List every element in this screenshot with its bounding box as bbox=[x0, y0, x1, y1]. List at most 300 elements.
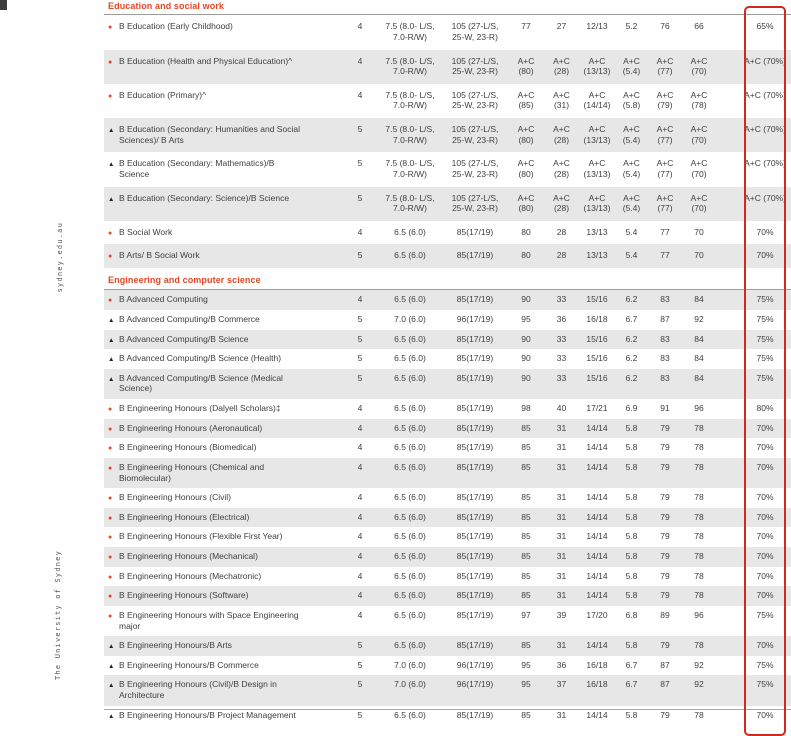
value-cell: 14/14 bbox=[579, 567, 615, 587]
value-cell: 13/13 bbox=[579, 244, 615, 268]
toefl-cell: 85(17/19) bbox=[442, 399, 508, 419]
combined-degree-marker-icon: ▲ bbox=[108, 356, 115, 364]
course-name-cell bbox=[104, 606, 342, 636]
value-cell: A+C (77) bbox=[648, 118, 682, 152]
value-cell: 6.2 bbox=[615, 349, 648, 369]
highlighted-rate-cell: 70% bbox=[716, 567, 791, 587]
duration-cell: 4 bbox=[342, 547, 378, 567]
highlighted-rate-cell: 75% bbox=[716, 369, 791, 399]
highlighted-rate-cell: 75% bbox=[716, 656, 791, 676]
toefl-cell: 96(17/19) bbox=[442, 656, 508, 676]
highlighted-rate-cell: A+C (70%) bbox=[716, 187, 791, 221]
value-cell: A+C (5.4) bbox=[615, 50, 648, 84]
course-name: B Education (Health and Physical Education)^ bbox=[119, 55, 293, 66]
value-cell: 92 bbox=[682, 310, 716, 330]
value-cell: 5.8 bbox=[615, 527, 648, 547]
value-cell: 89 bbox=[648, 606, 682, 636]
value-cell: A+C (28) bbox=[544, 187, 579, 221]
duration-cell: 5 bbox=[342, 244, 378, 268]
course-name: B Engineering Honours (Dalyell Scholars)‡ bbox=[119, 403, 281, 413]
value-cell: 87 bbox=[648, 310, 682, 330]
toefl-cell: 85(17/19) bbox=[442, 547, 508, 567]
value-cell: 36 bbox=[544, 310, 579, 330]
highlighted-rate-cell: 75% bbox=[716, 310, 791, 330]
toefl-cell: 85(17/19) bbox=[442, 527, 508, 547]
highlighted-rate-cell: 70% bbox=[716, 706, 791, 726]
value-cell: 5.8 bbox=[615, 706, 648, 726]
duration-cell: 5 bbox=[342, 330, 378, 350]
course-name-cell bbox=[104, 419, 342, 439]
combined-degree-marker-icon: ▲ bbox=[108, 127, 115, 134]
value-cell: 85 bbox=[508, 488, 544, 508]
course-name: B Education (Secondary: Humanities and Social Sciences)/ B Arts bbox=[119, 124, 300, 145]
course-name-cell bbox=[104, 84, 342, 118]
value-cell: 78 bbox=[682, 438, 716, 458]
value-cell: 84 bbox=[682, 369, 716, 399]
highlighted-rate-cell: 70% bbox=[716, 458, 791, 488]
ielts-cell: 6.5 (6.0) bbox=[378, 290, 442, 310]
course-name: B Engineering Honours (Civil) bbox=[119, 492, 231, 503]
page-bottom-rule bbox=[104, 709, 791, 710]
value-cell: A+C (85) bbox=[508, 84, 544, 118]
value-cell: 79 bbox=[648, 636, 682, 656]
value-cell: 84 bbox=[682, 290, 716, 310]
section-header-row bbox=[104, 268, 791, 290]
value-cell: A+C (80) bbox=[508, 50, 544, 84]
course-name-cell bbox=[104, 290, 342, 310]
table-row bbox=[104, 656, 791, 676]
toefl-cell: 105 (27-L/S, 25-W, 23-R) bbox=[442, 84, 508, 118]
toefl-cell: 96(17/19) bbox=[442, 310, 508, 330]
ielts-cell: 7.5 (8.0- L/S, 7.0-R/W) bbox=[378, 152, 442, 186]
value-cell: 31 bbox=[544, 586, 579, 606]
course-name-cell bbox=[104, 152, 342, 186]
value-cell: 95 bbox=[508, 310, 544, 330]
value-cell: 76 bbox=[648, 15, 682, 50]
value-cell: 78 bbox=[682, 706, 716, 726]
table-row bbox=[104, 15, 791, 50]
course-name-cell bbox=[104, 567, 342, 587]
value-cell: 31 bbox=[544, 508, 579, 528]
value-cell: 28 bbox=[544, 221, 579, 245]
duration-cell: 5 bbox=[342, 118, 378, 152]
value-cell: 6.7 bbox=[615, 656, 648, 676]
table-row bbox=[104, 675, 791, 705]
page-corner-mark bbox=[0, 0, 7, 10]
value-cell: 6.7 bbox=[615, 675, 648, 705]
table-row bbox=[104, 419, 791, 439]
highlighted-rate-cell: A+C (70%) bbox=[716, 152, 791, 186]
value-cell: 5.8 bbox=[615, 636, 648, 656]
value-cell: 78 bbox=[682, 419, 716, 439]
value-cell: 95 bbox=[508, 675, 544, 705]
course-name-cell bbox=[104, 438, 342, 458]
value-cell: 6.8 bbox=[615, 606, 648, 636]
single-degree-marker-icon: ● bbox=[108, 495, 113, 503]
value-cell: 85 bbox=[508, 547, 544, 567]
course-name: B Engineering Honours (Chemical and Biomolecular) bbox=[119, 461, 265, 483]
value-cell: 5.8 bbox=[615, 458, 648, 488]
value-cell: A+C (80) bbox=[508, 118, 544, 152]
toefl-cell: 85(17/19) bbox=[442, 508, 508, 528]
table-row bbox=[104, 118, 791, 152]
value-cell: 14/14 bbox=[579, 636, 615, 656]
table-row bbox=[104, 458, 791, 488]
value-cell: 78 bbox=[682, 547, 716, 567]
single-degree-marker-icon: ● bbox=[108, 593, 113, 601]
value-cell: A+C (70) bbox=[682, 187, 716, 221]
combined-degree-marker-icon: ▲ bbox=[108, 336, 115, 344]
course-name-cell bbox=[104, 330, 342, 350]
course-name-cell bbox=[104, 369, 342, 399]
value-cell: 95 bbox=[508, 656, 544, 676]
value-cell: 85 bbox=[508, 706, 544, 726]
course-name: B Advanced Computing/B Science bbox=[119, 333, 249, 344]
highlighted-rate-cell: 75% bbox=[716, 606, 791, 636]
value-cell: 84 bbox=[682, 330, 716, 350]
value-cell: 5.8 bbox=[615, 419, 648, 439]
course-name: B Engineering Honours (Electrical) bbox=[119, 511, 250, 522]
highlighted-rate-cell: 70% bbox=[716, 586, 791, 606]
admissions-table-body bbox=[104, 0, 791, 725]
toefl-cell: 105 (27-L/S, 25-W, 23-R) bbox=[442, 50, 508, 84]
course-name: B Education (Early Childhood) bbox=[119, 21, 233, 32]
ielts-cell: 7.5 (8.0- L/S, 7.0-R/W) bbox=[378, 84, 442, 118]
single-degree-marker-icon: ● bbox=[108, 58, 113, 66]
toefl-cell: 85(17/19) bbox=[442, 369, 508, 399]
duration-cell: 4 bbox=[342, 606, 378, 636]
value-cell: 31 bbox=[544, 706, 579, 726]
highlighted-rate-cell: 70% bbox=[716, 488, 791, 508]
value-cell: 33 bbox=[544, 290, 579, 310]
section-title: Engineering and computer science bbox=[108, 275, 261, 285]
value-cell: 31 bbox=[544, 636, 579, 656]
value-cell: A+C (31) bbox=[544, 84, 579, 118]
single-degree-marker-icon: ● bbox=[108, 464, 113, 472]
value-cell: 5.8 bbox=[615, 488, 648, 508]
value-cell: 27 bbox=[544, 15, 579, 50]
value-cell: 90 bbox=[508, 369, 544, 399]
value-cell: A+C (28) bbox=[544, 118, 579, 152]
ielts-cell: 7.0 (6.0) bbox=[378, 675, 442, 705]
value-cell: 14/14 bbox=[579, 488, 615, 508]
duration-cell: 4 bbox=[342, 221, 378, 245]
value-cell: 66 bbox=[682, 15, 716, 50]
value-cell: 5.2 bbox=[615, 15, 648, 50]
duration-cell: 5 bbox=[342, 675, 378, 705]
value-cell: 36 bbox=[544, 656, 579, 676]
value-cell: 17/21 bbox=[579, 399, 615, 419]
single-degree-marker-icon: ● bbox=[108, 297, 113, 305]
course-name-cell bbox=[104, 586, 342, 606]
value-cell: A+C (5.4) bbox=[615, 152, 648, 186]
value-cell: 31 bbox=[544, 458, 579, 488]
combined-degree-marker-icon: ▲ bbox=[108, 161, 115, 169]
value-cell: 85 bbox=[508, 438, 544, 458]
ielts-cell: 7.5 (8.0- L/S, 7.0-R/W) bbox=[378, 15, 442, 50]
value-cell: A+C (77) bbox=[648, 152, 682, 186]
duration-cell: 5 bbox=[342, 656, 378, 676]
value-cell: 77 bbox=[648, 221, 682, 245]
table-row bbox=[104, 310, 791, 330]
duration-cell: 4 bbox=[342, 567, 378, 587]
course-name-cell bbox=[104, 187, 342, 221]
course-name: B Engineering Honours (Aeronautical) bbox=[119, 422, 263, 433]
value-cell: 85 bbox=[508, 508, 544, 528]
value-cell: 31 bbox=[544, 488, 579, 508]
combined-degree-marker-icon: ▲ bbox=[108, 195, 115, 203]
course-name: B Engineering Honours/B Arts bbox=[119, 640, 232, 651]
table-row bbox=[104, 187, 791, 221]
single-degree-marker-icon: ● bbox=[108, 514, 113, 522]
value-cell: 83 bbox=[648, 369, 682, 399]
ielts-cell: 6.5 (6.0) bbox=[378, 458, 442, 488]
course-name: B Engineering Honours (Mechatronic) bbox=[119, 570, 262, 581]
admissions-table bbox=[104, 0, 791, 725]
ielts-cell: 6.5 (6.0) bbox=[378, 567, 442, 587]
course-name: B Advanced Computing/B Commerce bbox=[119, 313, 260, 324]
single-degree-marker-icon: ● bbox=[108, 445, 113, 453]
value-cell: 80 bbox=[508, 221, 544, 245]
value-cell: 87 bbox=[648, 675, 682, 705]
value-cell: 16/18 bbox=[579, 310, 615, 330]
course-name-cell bbox=[104, 488, 342, 508]
table-row bbox=[104, 438, 791, 458]
course-name: B Education (Secondary: Science)/B Science bbox=[119, 192, 290, 203]
value-cell: A+C (5.4) bbox=[615, 187, 648, 221]
value-cell: 79 bbox=[648, 508, 682, 528]
highlighted-rate-cell: 70% bbox=[716, 221, 791, 245]
course-name-cell bbox=[104, 656, 342, 676]
course-name-cell bbox=[104, 15, 342, 50]
table-row bbox=[104, 84, 791, 118]
table-row bbox=[104, 488, 791, 508]
value-cell: 98 bbox=[508, 399, 544, 419]
value-cell: 83 bbox=[648, 290, 682, 310]
duration-cell: 4 bbox=[342, 399, 378, 419]
value-cell: 17/20 bbox=[579, 606, 615, 636]
value-cell: 79 bbox=[648, 458, 682, 488]
value-cell: 40 bbox=[544, 399, 579, 419]
value-cell: 70 bbox=[682, 244, 716, 268]
value-cell: 92 bbox=[682, 675, 716, 705]
single-degree-marker-icon: ● bbox=[108, 229, 113, 237]
toefl-cell: 85(17/19) bbox=[442, 221, 508, 245]
duration-cell: 4 bbox=[342, 50, 378, 84]
course-name: B Education (Primary)^ bbox=[119, 89, 207, 100]
value-cell: A+C (70) bbox=[682, 118, 716, 152]
ielts-cell: 6.5 (6.0) bbox=[378, 706, 442, 726]
single-degree-marker-icon: ● bbox=[108, 425, 113, 433]
section-title: Education and social work bbox=[108, 1, 225, 11]
value-cell: 83 bbox=[648, 349, 682, 369]
highlighted-rate-cell: A+C (70%) bbox=[716, 118, 791, 152]
combined-degree-marker-icon: ▲ bbox=[108, 316, 115, 324]
value-cell: A+C (77) bbox=[648, 187, 682, 221]
table-row bbox=[104, 152, 791, 186]
highlighted-rate-cell: 70% bbox=[716, 527, 791, 547]
value-cell: A+C (28) bbox=[544, 152, 579, 186]
course-name-cell bbox=[104, 310, 342, 330]
value-cell: 15/16 bbox=[579, 349, 615, 369]
toefl-cell: 85(17/19) bbox=[442, 567, 508, 587]
ielts-cell: 6.5 (6.0) bbox=[378, 527, 442, 547]
table-row bbox=[104, 50, 791, 84]
value-cell: 31 bbox=[544, 419, 579, 439]
value-cell: 79 bbox=[648, 438, 682, 458]
table-row bbox=[104, 399, 791, 419]
highlighted-rate-cell: 70% bbox=[716, 547, 791, 567]
toefl-cell: 85(17/19) bbox=[442, 458, 508, 488]
table-row bbox=[104, 527, 791, 547]
table-row bbox=[104, 586, 791, 606]
duration-cell: 4 bbox=[342, 419, 378, 439]
value-cell: 87 bbox=[648, 656, 682, 676]
value-cell: A+C (70) bbox=[682, 50, 716, 84]
duration-cell: 4 bbox=[342, 586, 378, 606]
value-cell: 39 bbox=[544, 606, 579, 636]
highlighted-rate-cell: 75% bbox=[716, 349, 791, 369]
single-degree-marker-icon: ● bbox=[108, 406, 113, 413]
ielts-cell: 7.0 (6.0) bbox=[378, 656, 442, 676]
table-row bbox=[104, 330, 791, 350]
value-cell: A+C (28) bbox=[544, 50, 579, 84]
value-cell: 6.9 bbox=[615, 399, 648, 419]
value-cell: 12/13 bbox=[579, 15, 615, 50]
value-cell: 85 bbox=[508, 419, 544, 439]
course-name: B Engineering Honours (Civil)/B Design in Architecture bbox=[119, 679, 277, 700]
value-cell: A+C (13/13) bbox=[579, 50, 615, 84]
duration-cell: 5 bbox=[342, 636, 378, 656]
toefl-cell: 85(17/19) bbox=[442, 419, 508, 439]
toefl-cell: 85(17/19) bbox=[442, 290, 508, 310]
highlighted-rate-cell: 75% bbox=[716, 330, 791, 350]
value-cell: 85 bbox=[508, 527, 544, 547]
toefl-cell: 105 (27-L/S, 25-W, 23-R) bbox=[442, 118, 508, 152]
course-name-cell bbox=[104, 527, 342, 547]
value-cell: 13/13 bbox=[579, 221, 615, 245]
course-name: B Education (Secondary: Mathematics)/B Science bbox=[119, 158, 275, 179]
single-degree-marker-icon: ● bbox=[108, 573, 113, 581]
ielts-cell: 6.5 (6.0) bbox=[378, 399, 442, 419]
value-cell: 83 bbox=[648, 330, 682, 350]
value-cell: 85 bbox=[508, 586, 544, 606]
course-name: B Engineering Honours/B Project Management bbox=[119, 709, 296, 720]
single-degree-marker-icon: ● bbox=[108, 24, 113, 32]
course-name-cell bbox=[104, 675, 342, 705]
value-cell: 14/14 bbox=[579, 586, 615, 606]
duration-cell: 5 bbox=[342, 152, 378, 186]
duration-cell: 5 bbox=[342, 706, 378, 726]
course-name-cell bbox=[104, 508, 342, 528]
ielts-cell: 6.5 (6.0) bbox=[378, 636, 442, 656]
value-cell: 90 bbox=[508, 290, 544, 310]
duration-cell: 4 bbox=[342, 438, 378, 458]
highlighted-rate-cell: 70% bbox=[716, 636, 791, 656]
value-cell: 14/14 bbox=[579, 438, 615, 458]
duration-cell: 5 bbox=[342, 369, 378, 399]
course-name-cell bbox=[104, 244, 342, 268]
course-name: B Advanced Computing/B Science (Health) bbox=[119, 353, 282, 364]
value-cell: A+C (79) bbox=[648, 84, 682, 118]
ielts-cell: 6.5 (6.0) bbox=[378, 547, 442, 567]
value-cell: 5.8 bbox=[615, 508, 648, 528]
toefl-cell: 85(17/19) bbox=[442, 488, 508, 508]
value-cell: 14/14 bbox=[579, 527, 615, 547]
combined-degree-marker-icon: ▲ bbox=[108, 375, 115, 383]
value-cell: 6.2 bbox=[615, 369, 648, 399]
course-name-cell bbox=[104, 458, 342, 488]
highlighted-rate-cell: A+C (70%) bbox=[716, 84, 791, 118]
value-cell: A+C (13/13) bbox=[579, 152, 615, 186]
value-cell: 14/14 bbox=[579, 508, 615, 528]
course-name: B Engineering Honours (Mechanical) bbox=[119, 551, 258, 561]
value-cell: 79 bbox=[648, 527, 682, 547]
value-cell: 15/16 bbox=[579, 330, 615, 350]
highlighted-rate-cell: 75% bbox=[716, 290, 791, 310]
table-row bbox=[104, 567, 791, 587]
ielts-cell: 6.5 (6.0) bbox=[378, 508, 442, 528]
value-cell: 14/14 bbox=[579, 706, 615, 726]
ielts-cell: 7.5 (8.0- L/S, 7.0-R/W) bbox=[378, 187, 442, 221]
value-cell: A+C (80) bbox=[508, 152, 544, 186]
value-cell: 31 bbox=[544, 547, 579, 567]
course-name-cell bbox=[104, 399, 342, 419]
course-name: B Advanced Computing bbox=[119, 294, 208, 305]
value-cell: 91 bbox=[648, 399, 682, 419]
duration-cell: 4 bbox=[342, 84, 378, 118]
ielts-cell: 7.5 (8.0- L/S, 7.0-R/W) bbox=[378, 50, 442, 84]
highlighted-rate-cell: 70% bbox=[716, 438, 791, 458]
course-name: B Arts/ B Social Work bbox=[119, 250, 200, 261]
highlighted-rate-cell: 70% bbox=[716, 244, 791, 268]
value-cell: 16/18 bbox=[579, 675, 615, 705]
value-cell: 80 bbox=[508, 244, 544, 268]
course-name-cell bbox=[104, 349, 342, 369]
highlighted-rate-cell: A+C (70%) bbox=[716, 50, 791, 84]
course-name-cell bbox=[104, 547, 342, 567]
value-cell: 28 bbox=[544, 244, 579, 268]
toefl-cell: 85(17/19) bbox=[442, 586, 508, 606]
toefl-cell: 85(17/19) bbox=[442, 636, 508, 656]
duration-cell: 5 bbox=[342, 187, 378, 221]
table-row bbox=[104, 369, 791, 399]
ielts-cell: 7.0 (6.0) bbox=[378, 310, 442, 330]
duration-cell: 5 bbox=[342, 349, 378, 369]
toefl-cell: 85(17/19) bbox=[442, 349, 508, 369]
table-row bbox=[104, 547, 791, 567]
value-cell: 6.2 bbox=[615, 330, 648, 350]
combined-degree-marker-icon: ▲ bbox=[108, 662, 115, 670]
table-row bbox=[104, 244, 791, 268]
value-cell: A+C (5.8) bbox=[615, 84, 648, 118]
value-cell: 5.4 bbox=[615, 221, 648, 245]
value-cell: 78 bbox=[682, 488, 716, 508]
value-cell: 79 bbox=[648, 567, 682, 587]
side-text-university: The University of Sydney bbox=[54, 550, 62, 680]
single-degree-marker-icon: ● bbox=[108, 253, 113, 261]
value-cell: 79 bbox=[648, 586, 682, 606]
value-cell: 78 bbox=[682, 567, 716, 587]
value-cell: 97 bbox=[508, 606, 544, 636]
value-cell: 5.8 bbox=[615, 567, 648, 587]
value-cell: 6.2 bbox=[615, 290, 648, 310]
ielts-cell: 6.5 (6.0) bbox=[378, 244, 442, 268]
value-cell: 79 bbox=[648, 488, 682, 508]
side-text-website: sydney.edu.au bbox=[56, 222, 64, 293]
ielts-cell: 6.5 (6.0) bbox=[378, 349, 442, 369]
single-degree-marker-icon: ● bbox=[108, 612, 113, 620]
